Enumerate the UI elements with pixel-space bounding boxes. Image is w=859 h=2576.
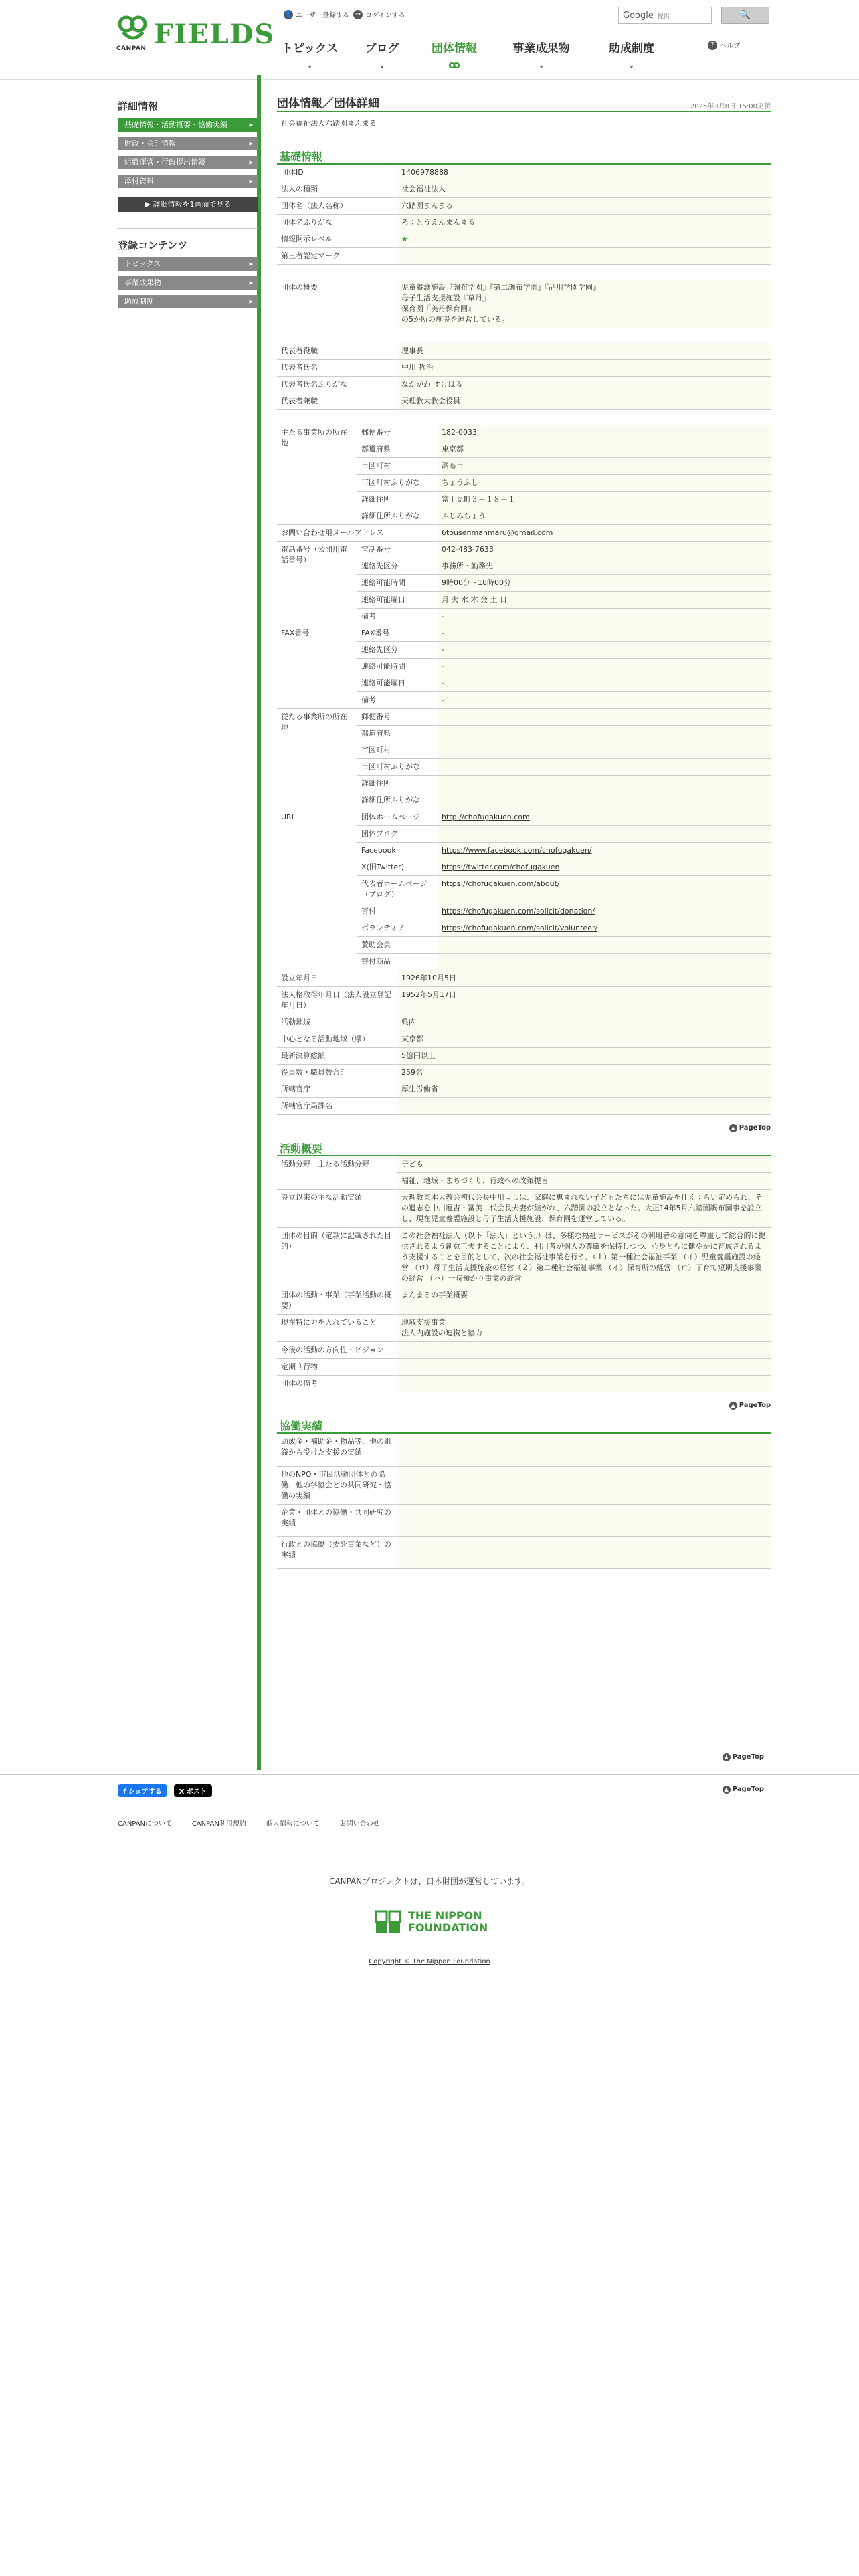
row-value: -: [438, 625, 771, 642]
row-label: 連絡可能曜日: [357, 592, 438, 609]
register-label: ユーザー登録する: [296, 12, 349, 19]
row-value: 1406978888: [397, 165, 771, 181]
row-value: 042-483-7633: [438, 542, 771, 558]
row-value: -: [438, 675, 771, 692]
row-label: Facebook: [357, 843, 438, 859]
table-row: [277, 1342, 771, 1359]
x-post-button[interactable]: X ポスト: [174, 1784, 212, 1797]
overview-line: 保育園『美丹保育園』: [401, 304, 475, 313]
row-label: 備考: [357, 609, 438, 625]
row-link[interactable]: https://chofugakuen.com/about/: [438, 876, 771, 903]
table-row: [277, 1156, 771, 1173]
search-input[interactable]: [618, 7, 712, 24]
pagetop-label: PageTop: [732, 1753, 764, 1761]
row-value: [438, 792, 771, 809]
row-value: まんまるの事業概要: [397, 1287, 771, 1315]
row-value: [438, 742, 771, 759]
sidebar: [118, 99, 258, 314]
row-label: 代表者兼職: [277, 393, 397, 410]
chevron-down-icon: ▾: [539, 64, 543, 71]
row-link[interactable]: https://twitter.com/chofugakuen: [438, 859, 771, 876]
row-value: [397, 248, 771, 265]
row-label: 助成金・補助金・物品等、他の組織から受けた支援の実績: [277, 1434, 397, 1466]
row-label: 市区町村ふりがな: [357, 475, 438, 492]
table-row: [277, 525, 771, 542]
footer-links: [118, 1818, 380, 1828]
section-activity: 活動概要: [277, 1136, 771, 1156]
row-value: 天理教東本大教会初代会長中川よしは、家庭に恵まれない子どもたちには児童施設を仕えくらい定められ、その遺志を中川運吉・冨美二代会長夫妻が継がれ、六踏園の設立となった。大正14年5月六踏園調布園事を設立し、現在児童養護施設と母子生活支援施設、保育園を運営している。: [397, 1190, 771, 1228]
row-value: 理事長: [397, 343, 771, 360]
chevron-down-icon: ▾: [380, 64, 384, 71]
active-mark-icon: ꝏ: [448, 58, 460, 71]
pagetop-link[interactable]: [277, 1402, 771, 1410]
sidebar-item-governance[interactable]: 組織運営・行政提出情報 ▸: [118, 156, 258, 169]
table-row: [277, 198, 771, 215]
section-basic: 基礎情報: [277, 144, 771, 165]
row-value: [397, 1359, 771, 1376]
brand-name: FIELDS: [154, 19, 276, 50]
row-label: 今後の活動の方向性・ビジョン: [277, 1342, 397, 1359]
row-label: お問い合わせ用メールアドレス: [277, 525, 438, 542]
row-link[interactable]: http://chofugakuen.com: [438, 809, 771, 826]
content-accent-bar: [257, 75, 261, 1770]
nav-org-info[interactable]: [424, 39, 484, 71]
row-label: 市区町村ふりがな: [357, 759, 438, 776]
table-row: [277, 1065, 771, 1081]
row-label: 団体名（法人名称）: [277, 198, 397, 215]
arrow-up-icon: ▲: [723, 1786, 731, 1794]
row-label: 備考: [357, 692, 438, 709]
act-field-label: 活動分野: [281, 1160, 310, 1168]
row-label: 都道府県: [357, 726, 438, 742]
row-label: 電話番号: [357, 542, 438, 558]
chevron-down-icon: ▾: [630, 64, 634, 71]
row-label: 団体の目的（定款に記載された目的）: [277, 1228, 397, 1287]
facebook-share-button[interactable]: f シェアする: [118, 1784, 167, 1797]
row-value: 福祉、地域・まちづくり、行政への改策提言: [397, 1173, 771, 1190]
row-value: 5億円以上: [397, 1048, 771, 1065]
row-label: 団体ホームページ: [357, 809, 438, 826]
row-value: -: [438, 692, 771, 709]
row-label: 所轄官庁局課名: [277, 1098, 397, 1115]
nav-label: 助成制度: [609, 42, 654, 56]
row-value: 月 火 水 木 金 土 日: [438, 592, 771, 609]
arrow-up-icon: ▲: [729, 1402, 737, 1410]
footer-link-terms[interactable]: CANPAN利用規約: [191, 1820, 246, 1828]
table-row: [277, 987, 771, 1014]
row-label: 寄付商品: [357, 954, 438, 970]
nav-blog[interactable]: [359, 39, 405, 71]
row-value: 天理教大教会役員: [397, 393, 771, 410]
row-value: ろくとうえんまんまる: [397, 215, 771, 231]
arrow-up-icon: ▲: [729, 1124, 737, 1132]
table-row: [277, 1190, 771, 1228]
row-value: [438, 826, 771, 843]
row-value: 六踏園まんまる: [397, 198, 771, 215]
row-label: 市区町村: [357, 742, 438, 759]
overview-table: [277, 280, 771, 328]
row-value: [438, 954, 771, 970]
row-label: 代表者氏名: [277, 360, 397, 377]
row-value: 県内: [397, 1014, 771, 1031]
row-label: 代表者氏名ふりがな: [277, 377, 397, 393]
help-label: ヘルプ: [720, 43, 740, 50]
row-value: [438, 709, 771, 726]
sidebar-item-topics[interactable]: トピックス ▸: [118, 257, 258, 271]
row-value: [397, 1504, 771, 1536]
row-value: 東京都: [438, 441, 771, 458]
pagetop-label: PageTop: [739, 1124, 771, 1132]
row-label: 所轄官庁: [277, 1081, 397, 1098]
chevron-down-icon: ▾: [308, 64, 312, 71]
row-link[interactable]: https://chofugakuen.com/solicit/volunteer/: [438, 920, 771, 937]
table-row: [277, 970, 771, 987]
search-brand: Google: [623, 10, 654, 21]
row-label: 行政との協働（委託事業など）の実績: [277, 1536, 397, 1568]
row-group-label: 従たる事業所の所在地: [277, 709, 357, 809]
row-link[interactable]: https://www.facebook.com/chofugakuen/: [438, 843, 771, 859]
row-label: 連絡先区分: [357, 558, 438, 575]
row-label: 市区町村: [357, 458, 438, 475]
site-logo[interactable]: [116, 15, 276, 52]
table-row: [277, 360, 771, 377]
row-label: 第三者認定マーク: [277, 248, 397, 265]
row-label: 法人格取得年月日（法人設立登記年月日）: [277, 987, 397, 1014]
row-value: ★: [397, 231, 771, 248]
copyright[interactable]: Copyright © The Nippon Foundation: [369, 1958, 490, 1965]
row-value: 259名: [397, 1065, 771, 1081]
row-value: ふじみちょう: [438, 508, 771, 525]
login-icon: →: [353, 10, 363, 19]
nav-deliverables[interactable]: [504, 39, 578, 71]
table-row: [277, 1466, 771, 1504]
row-value: [438, 759, 771, 776]
row-label: 活動地域: [277, 1014, 397, 1031]
pagetop-label: PageTop: [732, 1786, 764, 1793]
nippon-foundation-logo[interactable]: [375, 1907, 508, 1941]
pagetop-link[interactable]: [723, 1753, 764, 1761]
table-row: [277, 215, 771, 231]
nav-label: トピックス: [281, 42, 339, 56]
help-link[interactable]: [708, 40, 740, 50]
canpan-logo-icon: [116, 15, 150, 45]
misc-table: [277, 970, 771, 1115]
nav-grants[interactable]: [598, 39, 665, 71]
row-label: 定期刊行物: [277, 1359, 397, 1376]
activity-table: [277, 1156, 771, 1392]
row-label: 設立年月日: [277, 970, 397, 987]
row-value: -: [438, 609, 771, 625]
table-row: [277, 1081, 771, 1098]
table-row: [277, 1228, 771, 1287]
row-value: ちょうふし: [438, 475, 771, 492]
page-title: [277, 94, 771, 112]
view-all-button[interactable]: ▶ 詳細情報を1画面で見る: [118, 197, 258, 212]
basic-table: [277, 165, 771, 265]
section-collaboration: 協働実績: [277, 1414, 771, 1434]
login-link[interactable]: [353, 9, 405, 19]
sidebar-item-deliverables[interactable]: 事業成果物 ▸: [118, 276, 258, 290]
footer-divider: [0, 1774, 859, 1775]
help-icon: ?: [708, 41, 717, 50]
row-value: [397, 1466, 771, 1504]
table-row: [277, 809, 771, 826]
row-label: 中心となる活動地域（県）: [277, 1031, 397, 1048]
row-label: 法人の種類: [277, 181, 397, 198]
row-label: 代表者役職: [277, 343, 397, 360]
row-label: 団体の概要: [277, 280, 397, 328]
row-label: 詳細住所ふりがな: [357, 792, 438, 809]
row-value: [438, 937, 771, 954]
row-value: 子ども: [397, 1156, 771, 1173]
table-row: [277, 377, 771, 393]
table-row: [277, 1536, 771, 1568]
table-row: [277, 231, 771, 248]
representative-table: [277, 343, 771, 410]
row-value: 事務所・勤務先: [438, 558, 771, 575]
table-row: [277, 425, 771, 441]
nippon-foundation-mark-icon: [375, 1910, 401, 1934]
nav-label: 事業成果物: [512, 42, 570, 56]
row-label: 寄付: [357, 903, 438, 920]
register-link[interactable]: [284, 9, 349, 19]
row-label: 都道府県: [357, 441, 438, 458]
table-row: [277, 1359, 771, 1376]
row-value: 182-0033: [438, 425, 771, 441]
row-label: 賛助会員: [357, 937, 438, 954]
row-value: 中川 哲治: [397, 360, 771, 377]
row-value: 厚生労働省: [397, 1081, 771, 1098]
row-label: 設立以来の主な活動実績: [277, 1190, 397, 1228]
row-value: この社会福祉法人（以下「法人」という。）は、多様な福祉サービスがその利用者の意向を尊重して総合的に提供されるよう創意工夫することにより、利用者が個人の尊厳を保持しつつ、心身ともに健やかに育成されるよう支援することを目的として、次の社会福祉事業を行う。（１）第一種社会福祉事業 （イ）児童養護施設の経営 （ロ）母子生活支援施設の経営（２）第二種社会福祉事業 （イ）保育所の経営 （ロ）子育て短期支援事業の経営 （ハ）一時預かり事業の経営: [397, 1228, 771, 1287]
sidebar-title: 詳細情報: [118, 100, 159, 112]
table-row: [277, 709, 771, 726]
nf-en2: FOUNDATION: [408, 1921, 488, 1934]
row-value: [438, 726, 771, 742]
contact-table: [277, 425, 771, 970]
user-icon: 👤: [284, 10, 293, 18]
row-value: 9時00分～18時00分: [438, 575, 771, 592]
nav-topics[interactable]: [280, 39, 340, 71]
footer-link-about[interactable]: CANPANについて: [118, 1820, 172, 1828]
table-row: [277, 625, 771, 642]
act-field-sub: 主たる活動分野: [318, 1160, 369, 1168]
row-label: X(旧Twitter): [357, 859, 438, 876]
nav-label: 団体情報: [432, 42, 477, 56]
row-label: 団体の活動・事業（事業活動の概要）: [277, 1287, 397, 1315]
pagetop-label: PageTop: [739, 1402, 771, 1409]
sidebar-title-contents: 登録コンテンツ: [118, 239, 188, 251]
row-label: 団体の備考: [277, 1376, 397, 1392]
project-post: が運営しています。: [458, 1876, 531, 1886]
row-value: [397, 1536, 771, 1568]
login-label: ログインする: [365, 12, 405, 19]
header-divider: [0, 79, 859, 80]
sidebar-item-grants[interactable]: 助成制度 ▸: [118, 295, 258, 308]
table-row: [277, 393, 771, 410]
row-value: 社会福祉法人: [397, 181, 771, 198]
pagetop-link[interactable]: [277, 1124, 771, 1132]
brand-small: CANPAN: [116, 45, 147, 52]
table-row: [277, 1376, 771, 1392]
row-label: ボランティア: [357, 920, 438, 937]
row-label: 詳細住所: [357, 776, 438, 792]
page-title-text: 団体情報／団体詳細: [277, 97, 379, 110]
row-label: 団体ブログ: [357, 826, 438, 843]
nav-label: ブログ: [365, 42, 399, 56]
row-group-label: FAX番号: [277, 625, 357, 709]
nippon-foundation-link[interactable]: 日本財団: [425, 1876, 458, 1886]
row-value: なかがわ すけはる: [397, 377, 771, 393]
row-label: 最新決算総額: [277, 1048, 397, 1065]
row-label: [277, 1156, 397, 1190]
nippon-foundation-text: [408, 1910, 488, 1934]
project-note: [0, 1875, 859, 1887]
sidebar-item-attachments[interactable]: 添付資料 ▸: [118, 175, 258, 188]
sidebar-item-finance[interactable]: 財政・会計情報 ▸: [118, 137, 258, 150]
overview-line: 母子生活支援施設『草丹』: [401, 294, 490, 302]
row-value: [438, 776, 771, 792]
row-value: [397, 1434, 771, 1466]
row-value: -: [438, 659, 771, 675]
pagetop-link[interactable]: [723, 1786, 764, 1794]
row-group-label: 主たる事業所の所在地: [277, 425, 357, 525]
site-header: [0, 0, 859, 79]
table-row: [277, 343, 771, 360]
nf-en1: THE NIPPON: [408, 1909, 482, 1922]
row-label: 他のNPO・市民活動団体との協働、他の学協会との共同研究・協働の実績: [277, 1466, 397, 1504]
table-row: [277, 1031, 771, 1048]
search-tag: 提供: [657, 13, 670, 20]
row-value: [397, 1098, 771, 1115]
row-label: 団体ID: [277, 165, 397, 181]
table-row: [277, 1504, 771, 1536]
row-value: 地域支援事業 法人内施設の連携と協力: [397, 1315, 771, 1342]
row-link[interactable]: https://chofugakuen.com/solicit/donation/: [438, 903, 771, 920]
table-row: [277, 1014, 771, 1031]
row-value: 6tousenmanmaru@gmail.com: [438, 525, 771, 542]
table-row: [277, 1434, 771, 1466]
table-row: [277, 181, 771, 198]
footer-link-contact[interactable]: お問い合わせ: [339, 1820, 380, 1828]
row-label: 郵便番号: [357, 425, 438, 441]
row-value: [397, 1342, 771, 1359]
row-value: 1952年5月17日: [397, 987, 771, 1014]
row-value: 富士見町３－１８－１: [438, 492, 771, 508]
sidebar-divider: [118, 228, 258, 229]
search-button[interactable]: 🔍: [721, 7, 769, 24]
project-pre: CANPANプロジェクトは、: [328, 1876, 426, 1886]
table-row: [277, 165, 771, 181]
footer-link-privacy[interactable]: 個人情報について: [266, 1820, 320, 1828]
sidebar-item-basic[interactable]: 基礎情報・活動概要・協働実績 ▸: [118, 118, 258, 132]
main-content: [277, 94, 771, 1569]
table-row: [277, 1287, 771, 1315]
row-value: [397, 280, 771, 328]
row-label: FAX番号: [357, 625, 438, 642]
table-row: [277, 1315, 771, 1342]
table-row: [277, 1048, 771, 1065]
row-label: 連絡可能曜日: [357, 675, 438, 692]
arrow-up-icon: ▲: [723, 1753, 731, 1761]
row-label: 連絡可能時間: [357, 575, 438, 592]
row-value: [397, 1376, 771, 1392]
row-label: 詳細住所: [357, 492, 438, 508]
table-row: [277, 542, 771, 558]
row-label: 代表者ホームページ（ブログ）: [357, 876, 438, 903]
row-value: 1926年10月5日: [397, 970, 771, 987]
row-label: 連絡可能時間: [357, 659, 438, 675]
overview-line: 児童養護施設『調布学園』『第二調布学園』『品川学園学園』: [401, 283, 600, 292]
row-label: 企業・団体との協働・共同研究の実績: [277, 1504, 397, 1536]
share-buttons: [118, 1784, 212, 1797]
row-label: 連絡先区分: [357, 642, 438, 659]
overview-line: の5か所の施設を運営している。: [401, 315, 509, 324]
row-label: 情報開示レベル: [277, 231, 397, 248]
row-value: 東京都: [397, 1031, 771, 1048]
table-row: [277, 280, 771, 328]
org-name: 社会福祉法人六踏園まんまる: [277, 112, 771, 132]
row-group-label: 電話番号（公開用電話番号）: [277, 542, 357, 625]
row-value: 調布市: [438, 458, 771, 475]
table-row: [277, 248, 771, 265]
row-value: -: [438, 642, 771, 659]
table-row: [277, 1098, 771, 1115]
row-label: 詳細住所ふりがな: [357, 508, 438, 525]
row-label: 郵便番号: [357, 709, 438, 726]
row-label: 役員数・職員数合計: [277, 1065, 397, 1081]
row-group-label: URL: [277, 809, 357, 970]
row-label: 団体名ふりがな: [277, 215, 397, 231]
updated-date: 2025年3月8日 15:00更新: [690, 103, 771, 110]
collab-table: [277, 1434, 771, 1569]
row-label: 現在特に力を入れていること: [277, 1315, 397, 1342]
